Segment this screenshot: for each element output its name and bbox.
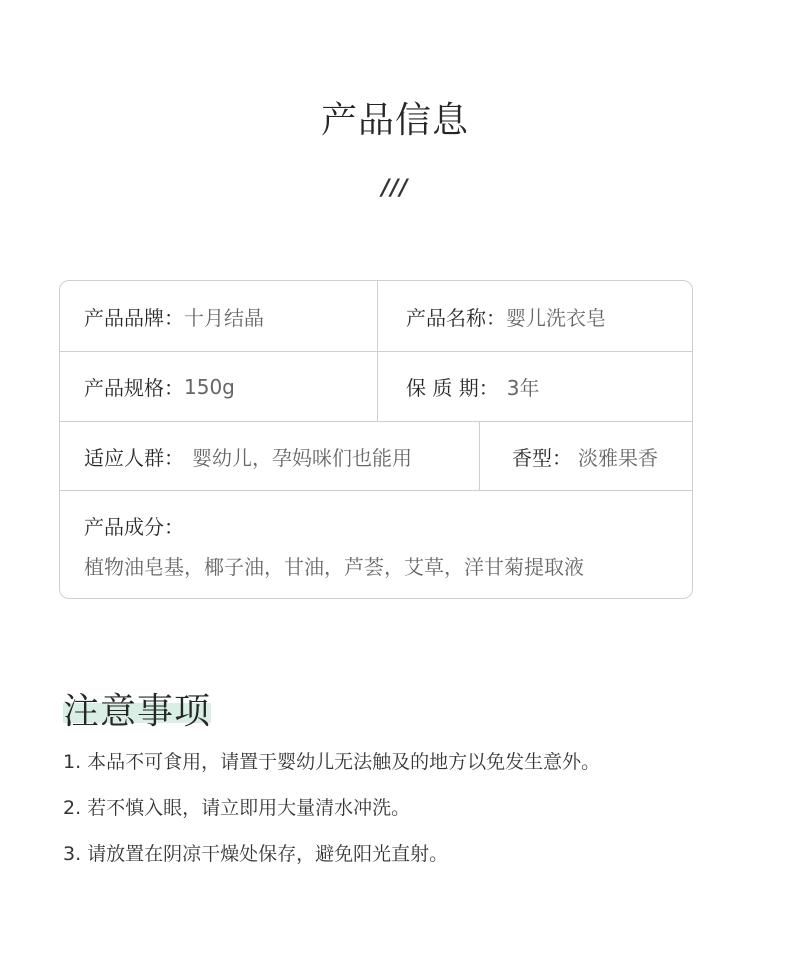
info-row-ingredients <box>60 491 692 599</box>
name-label: 产品名称： <box>406 305 506 330</box>
crowd-cell <box>84 422 412 490</box>
info-row-crowd-scent <box>60 422 692 491</box>
spec-label: 产品规格： <box>84 376 184 400</box>
cell-divider <box>377 352 378 421</box>
notes-heading <box>63 683 211 734</box>
cell-divider <box>377 281 378 351</box>
scent-cell <box>512 422 658 490</box>
note-item: 2. 若不慎入眼，请立即用大量清水冲洗。 <box>63 797 411 819</box>
title-decoration: /// <box>381 176 409 201</box>
info-row-brand-name <box>60 281 692 352</box>
crowd-label: 适应人群： <box>84 445 184 470</box>
notes-list <box>63 748 763 886</box>
shelf-life-label: 保 质 期： <box>406 376 499 400</box>
brand-cell <box>84 281 264 351</box>
crowd-value: 婴幼儿，孕妈咪们也能用 <box>192 445 412 470</box>
scent-value: 淡雅果香 <box>578 445 658 470</box>
cell-divider <box>479 422 480 490</box>
spec-cell <box>84 352 235 421</box>
page-title: 产品信息 <box>320 100 469 141</box>
notes-title: 注意事项 <box>63 691 212 732</box>
ingredients-label: 产品成分： <box>84 515 184 539</box>
name-value: 婴儿洗衣皂 <box>506 305 606 330</box>
shelf-life-value: 3年 <box>506 376 540 400</box>
note-item: 3. 请放置在阴凉干燥处保存，避免阳光直射。 <box>63 843 449 865</box>
spec-value: 150g <box>184 374 235 399</box>
name-cell <box>406 281 606 351</box>
info-row-spec-shelf <box>60 352 692 422</box>
product-info-table <box>59 280 693 599</box>
ingredients-value: 植物油皂基，椰子油，甘油，芦荟，艾草，洋甘菊提取液 <box>84 555 584 579</box>
note-item: 1. 本品不可食用，请置于婴幼儿无法触及的地方以免发生意外。 <box>63 751 601 773</box>
shelf-life-cell <box>406 352 539 421</box>
brand-value: 十月结晶 <box>184 305 264 330</box>
brand-label: 产品品牌： <box>84 305 184 330</box>
scent-label: 香型： <box>512 445 572 470</box>
